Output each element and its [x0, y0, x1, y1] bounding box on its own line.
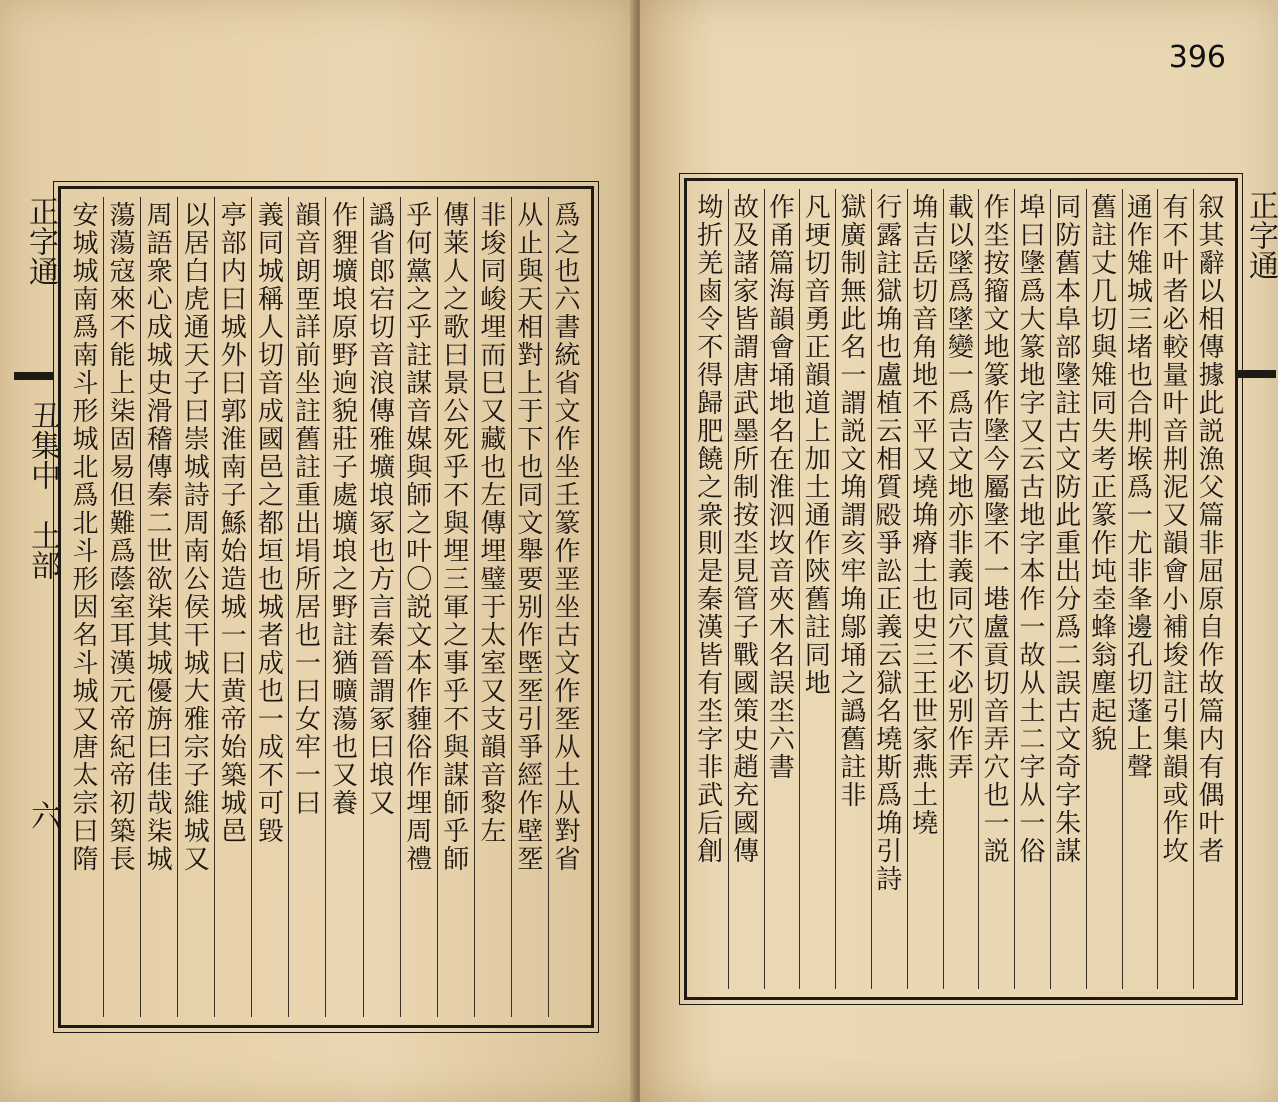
- text-column: 蕩蕩寇來不能上柒固易但難爲蔭室耳漢元帝紀帝初築長: [103, 197, 140, 1017]
- text-column: 故及諸家皆謂唐武墨所制按坔見管子戰國策史趙充國傳: [728, 189, 764, 989]
- text-column: 安城城南爲南斗形城北爲北斗形因名斗城又唐太宗曰隋: [67, 201, 98, 873]
- text-column: 爲之也六書統省文作坐𡈼篆作垩坐古文作㘸从土从對省: [548, 197, 585, 1017]
- text-column: 作貍壙埌原野逈貌莊子處壙埌之野註猶曠蕩也又養: [325, 197, 362, 1017]
- margin-title: 正字通: [23, 196, 58, 286]
- text-column: 譌省郎宕切音浪傳雅壙埌冢也方言秦晉謂冢曰埌又: [363, 197, 400, 1017]
- page-number: 396: [1168, 40, 1226, 75]
- text-column: 从止與天相對上于下也同文舉要别作塈㘸引爭經作壁㘸: [511, 197, 548, 1017]
- text-columns: [67, 197, 585, 1017]
- right-page: [640, 0, 1278, 1102]
- text-column: 獄廣制無此名一謂説文埆謂亥牢埆鄔埇之譌舊註非: [835, 189, 871, 989]
- margin-title: 正字通: [1243, 190, 1278, 280]
- fishtail-mark: [1236, 370, 1276, 390]
- text-column: 有不叶者必較量叶音㓝泥又韻會小補埈註引集韻或作坆: [1157, 189, 1193, 989]
- text-column: 凡埂切音勇正韻道上加土通作陝舊註同地: [799, 189, 835, 989]
- text-column: 通作雉城三堵也合㓝堠爲一尤非夆邊孔切蓬上聲: [1122, 189, 1158, 989]
- text-column: 舊註丈几切與雉同失考正篆作坉坴蜂翁塵起貌: [1086, 189, 1122, 989]
- margin-section: 丑集中 土部: [25, 400, 60, 580]
- text-column: 作甬篇海韻會埇地名在淮泗坆音夾木名誤坔六書: [764, 189, 800, 989]
- text-column: 義同城稱人切音成國邑之都垣也城者成也一成不可毀: [251, 197, 288, 1017]
- text-column: 亭部内曰城外曰郭淮南子鯀始造城一曰黄帝始築城邑: [214, 197, 251, 1017]
- text-columns: [693, 189, 1229, 989]
- folio-number: 六: [25, 800, 60, 830]
- text-frame: [684, 178, 1238, 1000]
- text-column: 埆吉岳切音角地不平又墝埆瘠土也史三王世家燕土墝: [907, 189, 943, 989]
- text-column: 埠曰墬爲大篆地字又云古地字本作一故从土二字从一俗: [1014, 189, 1050, 989]
- text-column: 作坔按籀文地篆作墬今屬墬不一塂盧貢切音弄穴也一説: [978, 189, 1014, 989]
- text-column: 韻音朗垔詳前坐註舊註重出埍所居也一曰女牢一曰: [288, 197, 325, 1017]
- text-column: 同防舊本阜部墬註古文防此重出分爲二誤古文奇字朱謀: [1050, 189, 1086, 989]
- text-column: 周語衆心成城史滑稽傳秦二世欲柒其城優旃曰佳哉柒城: [140, 197, 177, 1017]
- left-page: [0, 0, 636, 1102]
- text-frame: [58, 186, 594, 1028]
- text-column: 載以墜爲墜變一爲吉文地亦非義同穴不必别作弄: [943, 189, 979, 989]
- text-column: 乎何黨之乎註謀音媒與師之叶〇説文本作薶俗作埋周禮: [400, 197, 437, 1017]
- text-column: 行露註獄埆也盧植云相質𣪍爭訟正義云獄名墝斯爲埆引詩: [871, 189, 907, 989]
- text-column: 傳莱人之歌曰景公死乎不與埋三軍之事乎不與謀師乎師: [437, 197, 474, 1017]
- text-column: 坳折羌鹵令不得歸肥饒之衆則是秦漢皆有坔字非武后創: [693, 193, 723, 865]
- text-column: 非埈同峻埋而巳又藏也左傳埋璧于太室又支韻音黎左: [474, 197, 511, 1017]
- text-column: 叙其辭以相傳據此説漁父篇非屈原自作故篇内有偶叶者: [1193, 189, 1229, 989]
- text-column: 以居白虎通天子曰崇城詩周南公侯干城大雅宗子維城又: [177, 197, 214, 1017]
